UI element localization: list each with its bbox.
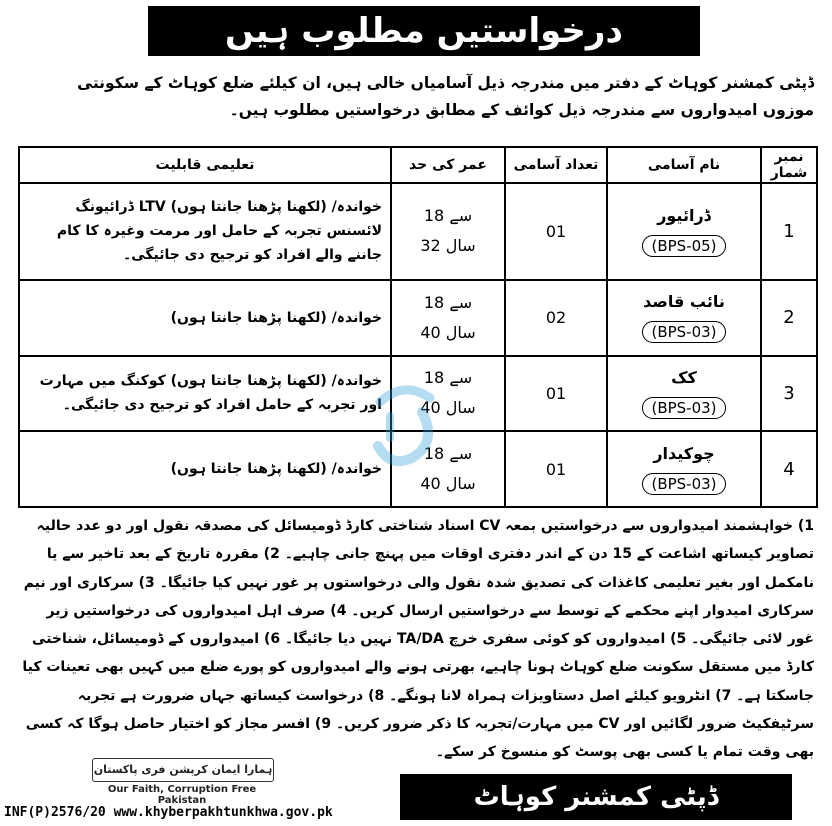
serial-number: 1	[761, 183, 817, 280]
table-row	[19, 280, 817, 356]
post-name: کک	[671, 367, 697, 387]
age-from: 18 سے	[423, 206, 473, 226]
age-from: 18 سے	[423, 444, 473, 464]
serial-number: 3	[761, 356, 817, 432]
post-bps: (BPS-03)	[642, 397, 725, 419]
qualification: خواندہ/ (لکھنا پڑھنا جانتا ہوں) کوکنگ میں مہارت اور تجربہ کے حامل افراد کو ترجیح دی جائیگی۔	[19, 356, 391, 432]
post-cell	[607, 431, 761, 507]
age-to: 40 سال	[420, 398, 476, 418]
post-cell	[607, 356, 761, 432]
table-header-row	[19, 147, 817, 183]
post-count: 01	[505, 356, 607, 432]
post-name: چوکیدار	[653, 443, 715, 463]
post-bps: (BPS-03)	[642, 321, 725, 343]
qualification: خواندہ/ (لکھنا پڑھنا جانتا ہوں)	[19, 431, 391, 507]
banner-title: درخواستیں مطلوب ہیں	[148, 6, 700, 56]
serial-number: 2	[761, 280, 817, 356]
age-from: 18 سے	[423, 368, 473, 388]
signature-title: ڈپٹی کمشنر کوہاٹ	[400, 774, 792, 820]
header-qualification: تعلیمی قابلیت	[19, 147, 391, 183]
post-name: نائب قاصد	[643, 292, 725, 312]
post-count: 01	[505, 431, 607, 507]
corruption-free-logo	[84, 758, 280, 806]
post-count: 02	[505, 280, 607, 356]
post-bps: (BPS-03)	[642, 473, 725, 495]
post-name: ڈرائیور	[657, 205, 711, 225]
post-bps: (BPS-05)	[642, 235, 725, 257]
age-cell	[391, 280, 505, 356]
watermark-logo-icon	[360, 372, 448, 468]
serial-number: 4	[761, 431, 817, 507]
logo-urdu-text: ہمارا ایمان کرپشن فری پاکستان	[92, 758, 274, 782]
age-cell	[391, 183, 505, 280]
post-cell	[607, 280, 761, 356]
qualification: خواندہ/ (لکھنا پڑھنا جانتا ہوں) LTV ڈرائیونگ لائسنس تجربہ کے حامل اور مرمت وغیرہ کا کام جاننے والے افراد کو ترجیح دی جائیگی۔	[19, 183, 391, 280]
header-post-name: نام آسامی	[607, 147, 761, 183]
age-to: 40 سال	[420, 474, 476, 494]
reference-number: INF(P)2576/20 www.khyberpakhtunkhwa.gov.pk	[4, 805, 333, 820]
table-row	[19, 183, 817, 280]
header-post-count: تعداد آسامی	[505, 147, 607, 183]
header-age-limit: عمر کی حد	[391, 147, 505, 183]
intro-text: ڈپٹی کمشنر کوہاٹ کے دفتر میں مندرجہ ذیل آسامیاں خالی ہیں، ان کیلئے ضلع کوہاٹ کے سکونتی موزوں امیدواروں سے مندرجہ ذیل کوائف کے مطابق درخواستیں مطلوب ہیں۔	[77, 74, 814, 119]
post-cell	[607, 183, 761, 280]
header-serial: نمبر شمار	[761, 147, 817, 183]
post-count: 01	[505, 183, 607, 280]
age-to: 32 سال	[420, 236, 476, 256]
qualification: خواندہ/ (لکھنا پڑھنا جانتا ہوں)	[19, 280, 391, 356]
age-to: 40 سال	[420, 322, 476, 342]
conditions-text: 1) خواہشمند امیدواروں سے درخواستیں بمعہ CV اسناد شناختی کارڈ ڈومیسائل کی مصدقہ نقول اور دو عدد حالیہ تصاویر کیساتھ اشاعت کے 15 دن کے اندر دفتری اوقات میں پہنچ جانی چاہیے۔ 2) مقررہ تاریخ کے بعد تاخیر سے یا نامکمل اور بغیر تعلیمی کاغذات کی تصدیق شدہ نقول والی درخواستوں پر غور نہیں کیا جائیگا۔ 3) سرکاری اور نیم سرکاری امیدوار اپنے محکمے کے توسط سے درخواستیں ارسال کریں۔ 4) صرف اہل امیدواروں کی درخواستیں زیر غور لائی جائیگی۔ 5) امیدواروں کو کوئی سفری خرچ TA/DA نہیں دیا جائیگا۔ 6) امیدواروں کے ڈومیسائل، شناختی کارڈ میں مستقل سکونت ضلع کوہاٹ ہونا چاہیے، بھرتی ہونے والے امیدواروں کو پورے ضلع میں کہیں بھی تعینات کیا جاسکتا ہے۔ 7) انٹرویو کیلئے اصل دستاویزات ہمراہ لانا ہونگے۔ 8) درخواست کیساتھ جہاں ضرورت ہے تجربہ سرٹیفکیٹ ضرور لگائیں اور CV میں مہارت/تجربہ کا ذکر ضرور کریں۔ 9) افسر مجاز کو اختیار حاصل ہوگا کہ کسی بھی وقت تمام یا کسی بھی پوسٹ کو منسوخ کر سکے۔	[22, 518, 814, 761]
age-from: 18 سے	[423, 292, 473, 312]
logo-english-text: Our Faith, Corruption Free Pakistan	[107, 784, 257, 806]
